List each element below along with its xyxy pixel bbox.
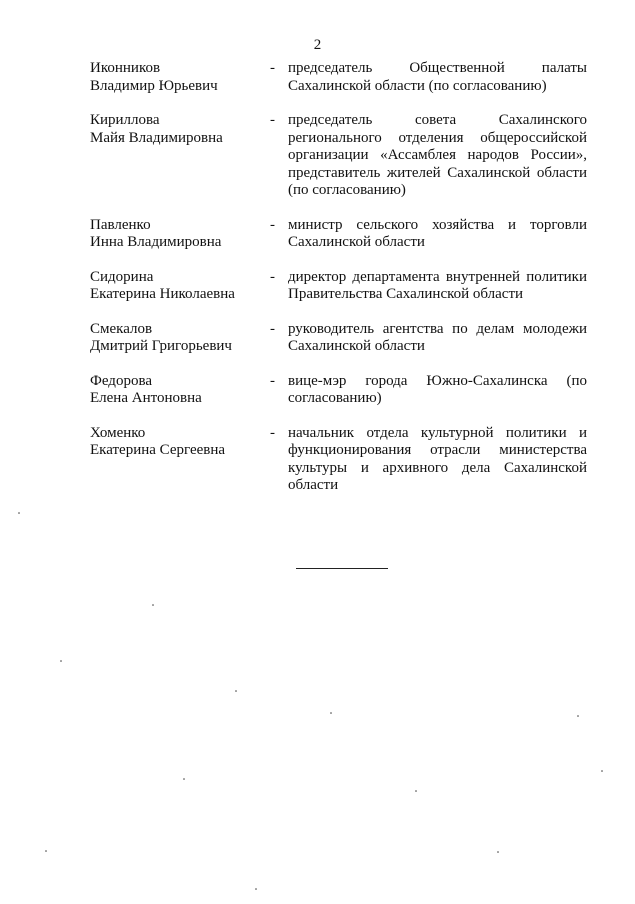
page-number: 2 (313, 37, 322, 53)
position-line: области (288, 477, 339, 493)
member-surname: Хоменко (90, 424, 146, 441)
position-line: представитель жителей Сахалинской области (288, 164, 587, 181)
member-entry (90, 425, 587, 495)
scan-speck (255, 888, 257, 890)
member-name (90, 373, 270, 408)
member-surname: Сидорина (90, 268, 154, 285)
member-entry (90, 112, 587, 200)
scan-speck (577, 715, 579, 717)
position-line: (по согласованию) (288, 182, 406, 198)
member-surname: Федорова (90, 372, 152, 389)
dash-separator: - (270, 372, 275, 389)
position-line: председатель совета Сахалинского (288, 112, 587, 128)
member-given-names: Владимир Юрьевич (90, 77, 218, 94)
dash-separator: - (270, 424, 275, 441)
scan-speck (152, 604, 154, 606)
scan-speck (330, 712, 332, 714)
scan-speck (60, 660, 62, 662)
member-given-names: Елена Антоновна (90, 390, 202, 406)
member-name (90, 112, 270, 147)
member-entry (90, 321, 587, 356)
member-name (90, 217, 270, 252)
position-line: организации «Ассамблея народов России», (288, 147, 587, 163)
member-name (90, 269, 270, 304)
position-line: министр сельского хозяйства и торговли (288, 216, 587, 233)
position-line: начальник отдела культурной политики и (288, 424, 587, 441)
scan-speck (415, 790, 417, 792)
position-line: руководитель агентства по делам молодежи (288, 320, 587, 337)
dash-separator: - (270, 216, 275, 233)
member-position (288, 373, 587, 408)
position-line: председатель Общественной палаты (288, 60, 587, 76)
position-line: регионального отделения общероссийской (288, 129, 587, 146)
position-line: функционирования отрасли министерства (288, 442, 587, 458)
scan-speck (497, 851, 499, 853)
dash-separator: - (270, 60, 275, 76)
member-position (288, 217, 587, 252)
dash-separator: - (270, 268, 275, 285)
member-name (90, 425, 270, 460)
scan-speck (18, 512, 20, 514)
member-surname: Павленко (90, 216, 151, 233)
member-given-names: Екатерина Сергеевна (90, 442, 226, 458)
position-line: директор департамента внутренней политики (288, 268, 587, 285)
position-line: согласованию) (288, 390, 382, 406)
member-position (288, 269, 587, 304)
position-line: Сахалинской области (288, 338, 425, 354)
member-entry (90, 60, 587, 95)
position-line: Сахалинской области (288, 234, 425, 250)
member-name (90, 321, 270, 356)
member-entry (90, 217, 587, 252)
member-list (90, 60, 587, 495)
member-given-names: Екатерина Николаевна (90, 286, 235, 302)
member-entry (90, 373, 587, 408)
member-position (288, 112, 587, 200)
member-position (288, 60, 587, 95)
member-name (90, 60, 270, 95)
scan-speck (183, 778, 185, 780)
dash-separator: - (270, 320, 275, 337)
position-line: культуры и архивного дела Сахалинской (288, 459, 587, 476)
member-surname: Кириллова (90, 112, 160, 128)
member-given-names: Инна Владимировна (90, 234, 222, 250)
position-line: Правительства Сахалинской области (288, 286, 524, 302)
member-position (288, 425, 587, 495)
scan-speck (235, 690, 237, 692)
position-line: вице-мэр города Южно-Сахалинска (по (288, 372, 587, 389)
dash-separator: - (270, 112, 275, 128)
member-given-names: Дмитрий Григорьевич (90, 338, 232, 354)
member-entry (90, 269, 587, 304)
member-position (288, 321, 587, 356)
member-surname: Смекалов (90, 320, 153, 337)
scan-speck (45, 850, 47, 852)
member-surname: Иконников (90, 60, 161, 76)
position-line: Сахалинской области (по согласованию) (288, 77, 547, 94)
end-of-list-rule (296, 568, 388, 569)
member-given-names: Майя Владимировна (90, 129, 223, 146)
scan-speck (601, 770, 603, 772)
